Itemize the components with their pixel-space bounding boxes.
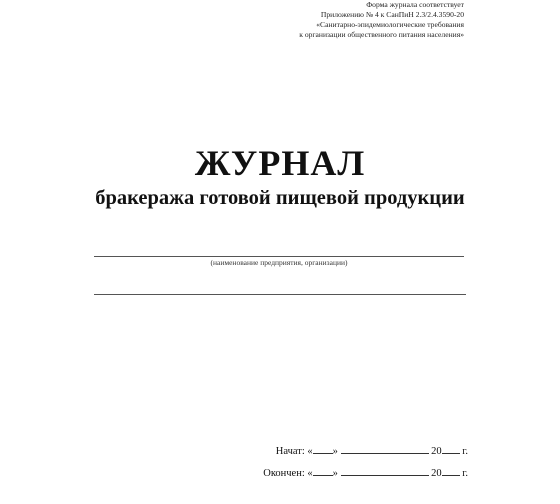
open-quote: « xyxy=(307,446,313,457)
date-started-label: Начат: xyxy=(275,446,305,457)
year-blank xyxy=(442,443,460,454)
year-suffix: г. xyxy=(462,446,468,457)
date-started-row xyxy=(276,443,468,459)
close-quote: » xyxy=(332,446,338,457)
organization-caption: (наименование предприятия, организации) xyxy=(210,258,348,267)
regulation-note-line-1: Форма журнала соответствует xyxy=(366,0,464,9)
regulation-note-line-2: Приложению № 4 к СанПиН 2.3/2.4.3590-20 xyxy=(320,10,464,19)
year-suffix: г. xyxy=(462,468,468,479)
regulation-note xyxy=(224,0,464,40)
century-prefix: 20 xyxy=(431,468,442,479)
year-blank xyxy=(442,465,460,476)
month-blank xyxy=(341,465,429,476)
date-ended-row xyxy=(263,465,468,481)
journal-subtitle: бракеража готовой пищевой продукции xyxy=(95,187,465,209)
date-ended-label: Окончен: xyxy=(263,468,305,479)
day-blank xyxy=(313,443,333,454)
century-prefix: 20 xyxy=(431,446,442,457)
organization-name-line xyxy=(94,256,464,257)
day-blank xyxy=(313,465,333,476)
close-quote: » xyxy=(332,468,338,479)
regulation-note-line-3: «Санитарно-эпидемиологические требования xyxy=(316,20,464,29)
month-blank xyxy=(341,443,429,454)
organization-name-line-2 xyxy=(94,294,466,295)
open-quote: « xyxy=(307,468,313,479)
regulation-note-line-4: к организации общественного питания населения» xyxy=(299,30,464,39)
journal-title: ЖУРНАЛ xyxy=(194,143,366,183)
